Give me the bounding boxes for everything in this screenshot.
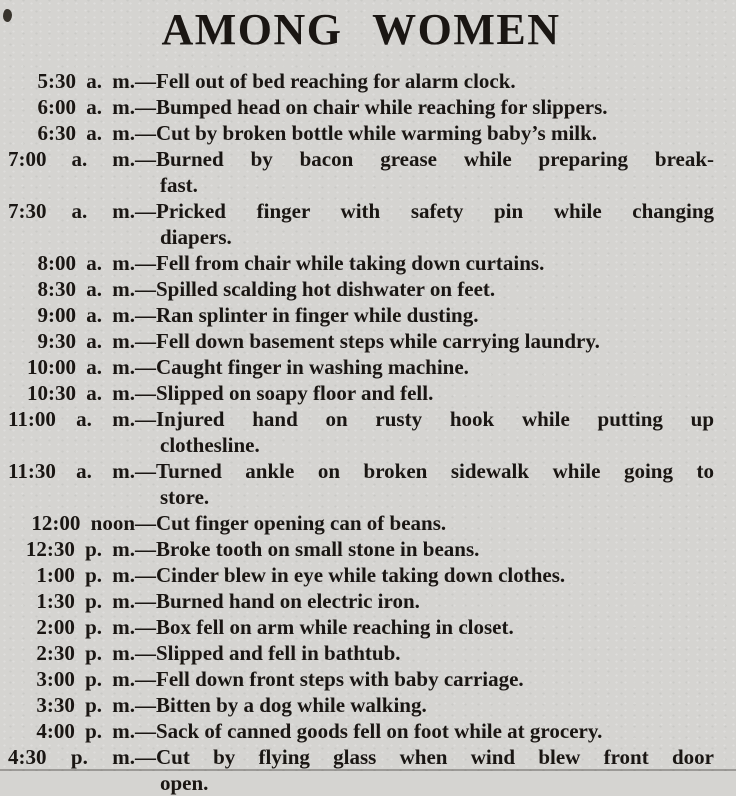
entry-time: 9:00 a. m. — [37, 303, 135, 327]
entry-time: 10:30 a. m. — [27, 381, 135, 405]
entry-time: 1:00 p. m. — [36, 563, 135, 587]
entry-line — [8, 562, 714, 588]
em-dash-separator: — — [135, 511, 156, 535]
em-dash-separator: — — [135, 303, 156, 327]
entry-time: 4:30 p. m. — [8, 745, 135, 769]
entry-time: 8:00 a. m. — [37, 251, 135, 275]
entry-time: 9:30 a. m. — [37, 329, 135, 353]
em-dash-separator: — — [135, 69, 156, 93]
entry-time: 7:30 a. m. — [8, 199, 135, 223]
entry-line — [8, 588, 714, 614]
entry-time: 3:00 p. m. — [36, 667, 135, 691]
entry-description: Broke tooth on small stone in beans. — [156, 537, 480, 561]
em-dash-separator: — — [135, 667, 156, 691]
entry-time: 3:30 p. m. — [36, 693, 135, 717]
entry-time: 12:00 noon — [31, 511, 135, 535]
schedule-entry — [8, 354, 714, 380]
schedule-entry — [8, 68, 714, 94]
schedule-entry — [8, 198, 714, 250]
entry-time: 6:30 a. m. — [37, 121, 135, 145]
schedule-entry — [8, 718, 714, 744]
schedule-entry — [8, 94, 714, 120]
entry-description: Cut by flying glass when wind blew front door — [156, 745, 714, 769]
entry-time: 6:00 a. m. — [37, 95, 135, 119]
em-dash-separator: — — [135, 381, 156, 405]
entry-time: 11:00 a. m. — [8, 407, 135, 431]
entry-description: Ran splinter in finger while dusting. — [156, 303, 479, 327]
em-dash-separator: — — [135, 199, 156, 223]
entry-line — [8, 640, 714, 666]
entry-line — [8, 302, 714, 328]
entry-line — [8, 406, 714, 432]
entry-description: Caught finger in washing machine. — [156, 355, 469, 379]
entry-line — [8, 328, 714, 354]
entry-description: Burned by bacon grease while preparing break- — [156, 147, 714, 171]
entry-description: Spilled scalding hot dishwater on feet. — [156, 277, 496, 301]
entry-line — [8, 718, 714, 744]
entry-line — [8, 354, 714, 380]
schedule-entry — [8, 302, 714, 328]
em-dash-separator: — — [135, 563, 156, 587]
accident-schedule-list — [8, 68, 714, 796]
entry-description: Fell out of bed reaching for alarm clock. — [156, 69, 516, 93]
entry-time: 2:30 p. m. — [36, 641, 135, 665]
entry-description: Fell from chair while taking down curtains. — [156, 251, 545, 275]
schedule-entry — [8, 406, 714, 458]
entry-time: 11:30 a. m. — [8, 459, 135, 483]
em-dash-separator: — — [135, 277, 156, 301]
entry-line — [8, 692, 714, 718]
em-dash-separator: — — [135, 719, 156, 743]
entry-continuation: clothesline. — [160, 433, 260, 457]
entry-description: Burned hand on electric iron. — [156, 589, 420, 613]
schedule-entry — [8, 744, 714, 796]
entry-description: Bitten by a dog while walking. — [156, 693, 427, 717]
entry-description: Box fell on arm while reaching in closet. — [156, 615, 514, 639]
entry-time: 7:00 a. m. — [8, 147, 135, 171]
schedule-entry — [8, 614, 714, 640]
schedule-entry — [8, 588, 714, 614]
schedule-entry — [8, 640, 714, 666]
entry-line — [8, 146, 714, 172]
em-dash-separator: — — [135, 745, 156, 769]
entry-description: Sack of canned goods fell on foot while at grocery. — [156, 719, 603, 743]
article-title: AMONG WOMEN — [161, 5, 561, 54]
entry-description: Bumped head on chair while reaching for slippers. — [156, 95, 608, 119]
entry-line — [8, 250, 714, 276]
em-dash-separator: — — [135, 147, 156, 171]
em-dash-separator: — — [135, 329, 156, 353]
entry-continuation: fast. — [160, 173, 198, 197]
schedule-entry — [8, 692, 714, 718]
entry-line — [8, 744, 714, 770]
entry-time: 8:30 a. m. — [37, 277, 135, 301]
em-dash-separator: — — [135, 459, 156, 483]
entry-time: 2:00 p. m. — [36, 615, 135, 639]
em-dash-separator: — — [135, 537, 156, 561]
entry-line — [8, 614, 714, 640]
entry-line — [8, 458, 714, 484]
entry-description: Cinder blew in eye while taking down clothes. — [156, 563, 566, 587]
entry-line — [8, 68, 714, 94]
entry-line — [8, 666, 714, 692]
em-dash-separator: — — [135, 407, 156, 431]
entry-line — [8, 94, 714, 120]
entry-time: 4:00 p. m. — [36, 719, 135, 743]
schedule-entry — [8, 666, 714, 692]
entry-time: 5:30 a. m. — [37, 69, 135, 93]
schedule-entry — [8, 146, 714, 198]
entry-line — [8, 276, 714, 302]
schedule-entry — [8, 536, 714, 562]
entry-time: 10:00 a. m. — [27, 355, 135, 379]
schedule-entry — [8, 562, 714, 588]
em-dash-separator: — — [135, 589, 156, 613]
entry-description: Slipped on soapy floor and fell. — [156, 381, 434, 405]
entry-description: Fell down basement steps while carrying laundry. — [156, 329, 600, 353]
entry-continuation: diapers. — [160, 225, 232, 249]
schedule-entry — [8, 276, 714, 302]
em-dash-separator: — — [135, 641, 156, 665]
em-dash-separator: — — [135, 355, 156, 379]
entry-description: Cut by broken bottle while warming baby’s milk. — [156, 121, 598, 145]
em-dash-separator: — — [135, 95, 156, 119]
entry-time: 12:30 p. m. — [25, 537, 135, 561]
entry-line — [8, 198, 714, 224]
entry-time: 1:30 p. m. — [36, 589, 135, 613]
em-dash-separator: — — [135, 251, 156, 275]
entry-continuation: open. — [160, 771, 209, 795]
entry-line — [8, 380, 714, 406]
em-dash-separator: — — [135, 121, 156, 145]
schedule-entry — [8, 120, 714, 146]
schedule-entry — [8, 328, 714, 354]
schedule-entry — [8, 380, 714, 406]
entry-line — [8, 536, 714, 562]
schedule-entry — [8, 458, 714, 510]
em-dash-separator: — — [135, 615, 156, 639]
entry-description: Cut finger opening can of beans. — [156, 511, 447, 535]
schedule-entry — [8, 510, 714, 536]
entry-description: Fell down front steps with baby carriage. — [156, 667, 524, 691]
entry-description: Pricked finger with safety pin while changing — [156, 199, 714, 223]
schedule-entry — [8, 250, 714, 276]
em-dash-separator: — — [135, 693, 156, 717]
entry-line — [8, 120, 714, 146]
entry-description: Turned ankle on broken sidewalk while going to — [156, 459, 714, 483]
entry-description: Slipped and fell in bathtub. — [156, 641, 401, 665]
entry-line — [8, 510, 714, 536]
entry-continuation: store. — [160, 485, 210, 509]
entry-description: Injured hand on rusty hook while putting up — [156, 407, 714, 431]
